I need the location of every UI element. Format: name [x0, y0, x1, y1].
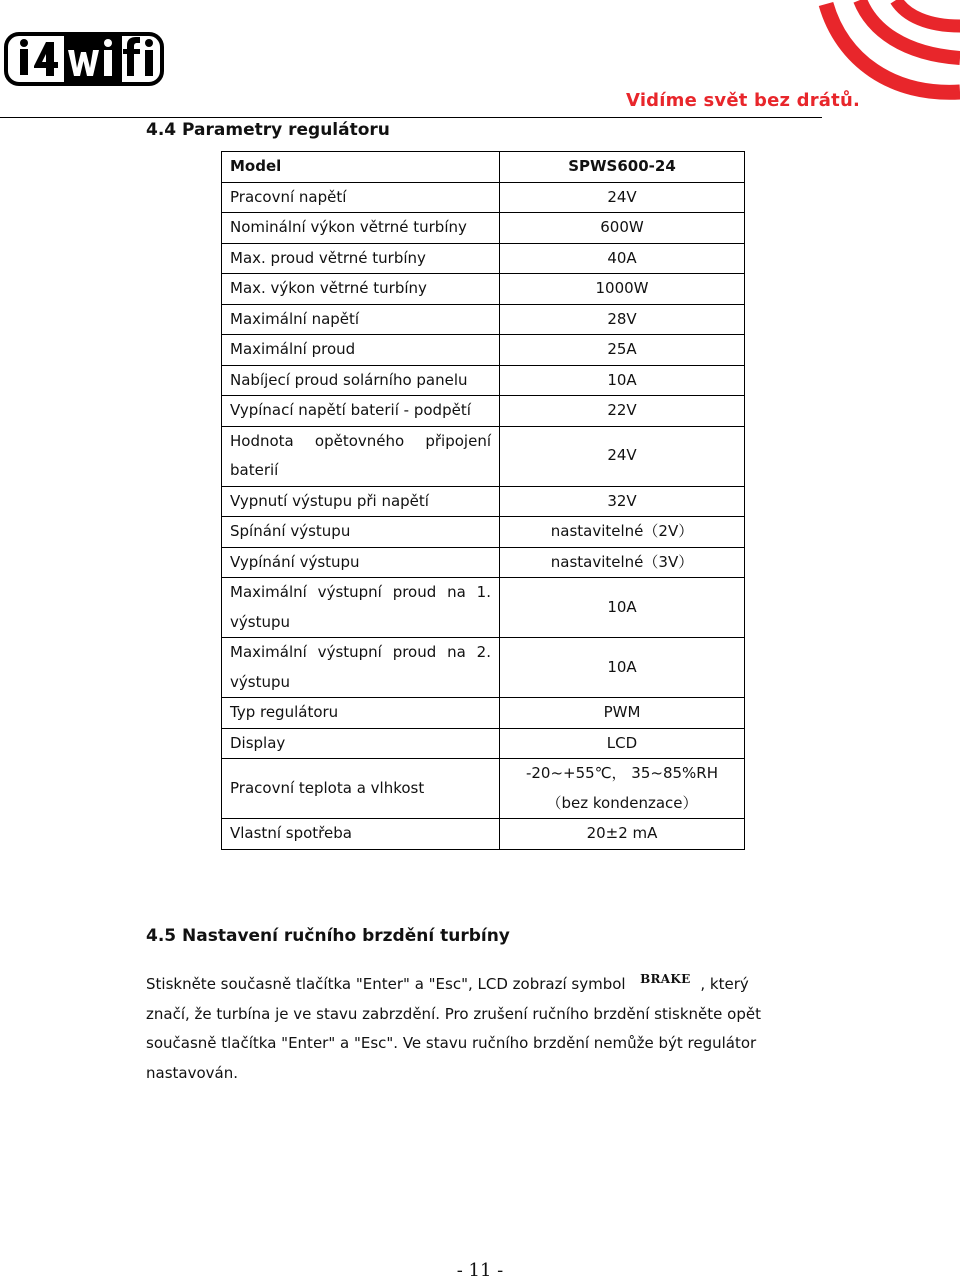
- table-row: [222, 698, 745, 729]
- table-row: [222, 426, 745, 486]
- table-row: [222, 152, 745, 183]
- section-heading-parameters: 4.4 Parametry regulátoru: [146, 120, 390, 140]
- param-label: Max. proud větrné turbíny: [222, 243, 500, 274]
- param-value: 28V: [500, 304, 745, 335]
- table-row: [222, 243, 745, 274]
- param-label: Vypínání výstupu: [222, 547, 500, 578]
- param-value: 32V: [500, 486, 745, 517]
- table-row: [222, 517, 745, 548]
- param-label: Vypínací napětí baterií - podpětí: [222, 396, 500, 427]
- table-row: [222, 728, 745, 759]
- table-row: [222, 365, 745, 396]
- param-value: 1000W: [500, 274, 745, 305]
- table-row: [222, 578, 745, 638]
- table-row: [222, 182, 745, 213]
- param-value: -20~+55℃， 35~85%RH（bez kondenzace）: [500, 759, 745, 819]
- param-label: Model: [222, 152, 500, 183]
- i4wifi-logo: [4, 30, 164, 86]
- param-value: 10A: [500, 578, 745, 638]
- header-divider: [0, 117, 822, 118]
- param-label: Pracovní teplota a vlhkost: [222, 759, 500, 819]
- param-label: Maximální proud: [222, 335, 500, 366]
- param-label: Maximální napětí: [222, 304, 500, 335]
- brake-symbol-icon: BRAKE: [640, 972, 691, 986]
- paragraph-text: Stiskněte současně tlačítka "Enter" a "Esc", LCD zobrazí symbol: [146, 975, 631, 993]
- table-row: [222, 547, 745, 578]
- param-value: nastavitelné（2V）: [500, 517, 745, 548]
- table-row: [222, 819, 745, 850]
- param-value: PWM: [500, 698, 745, 729]
- param-label: Maximální výstupní proud na 1. výstupu: [222, 578, 500, 638]
- paragraph-text: , který značí, že turbína je ve stavu zabrzdění. Pro zrušení ručního brzdění stiskněte opět současně tlačítka "Enter" a "Esc". Ve stavu ručního brzdění nemůže být regulátor nastavován.: [146, 975, 761, 1082]
- table-row: [222, 335, 745, 366]
- param-label: Hodnota opětovného připojení baterií: [222, 426, 500, 486]
- param-label: Vypnutí výstupu při napětí: [222, 486, 500, 517]
- table-row: [222, 304, 745, 335]
- param-value: 10A: [500, 638, 745, 698]
- param-label: Vlastní spotřeba: [222, 819, 500, 850]
- param-value: 22V: [500, 396, 745, 427]
- brake-instructions-paragraph: [146, 965, 794, 1088]
- section-heading-brake: 4.5 Nastavení ručního brzdění turbíny: [146, 926, 510, 946]
- table-row: [222, 638, 745, 698]
- table-row: [222, 396, 745, 427]
- table-row: [222, 486, 745, 517]
- param-value: LCD: [500, 728, 745, 759]
- param-value: 10A: [500, 365, 745, 396]
- page-number: - 11 -: [456, 1260, 504, 1281]
- table-row: [222, 213, 745, 244]
- table-row: [222, 759, 745, 819]
- param-value: 20±2 mA: [500, 819, 745, 850]
- param-label: Max. výkon větrné turbíny: [222, 274, 500, 305]
- table-row: [222, 274, 745, 305]
- param-value: nastavitelné（3V）: [500, 547, 745, 578]
- param-value: 24V: [500, 426, 745, 486]
- param-value: 40A: [500, 243, 745, 274]
- param-value: 24V: [500, 182, 745, 213]
- param-label: Spínání výstupu: [222, 517, 500, 548]
- param-value: SPWS600-24: [500, 152, 745, 183]
- param-label: Display: [222, 728, 500, 759]
- slogan: Vidíme svět bez drátů.: [626, 90, 860, 111]
- param-value: 600W: [500, 213, 745, 244]
- param-label: Maximální výstupní proud na 2. výstupu: [222, 638, 500, 698]
- parameters-table: [221, 151, 745, 850]
- param-value: 25A: [500, 335, 745, 366]
- param-label: Nabíjecí proud solárního panelu: [222, 365, 500, 396]
- param-label: Typ regulátoru: [222, 698, 500, 729]
- param-label: Nominální výkon větrné turbíny: [222, 213, 500, 244]
- param-label: Pracovní napětí: [222, 182, 500, 213]
